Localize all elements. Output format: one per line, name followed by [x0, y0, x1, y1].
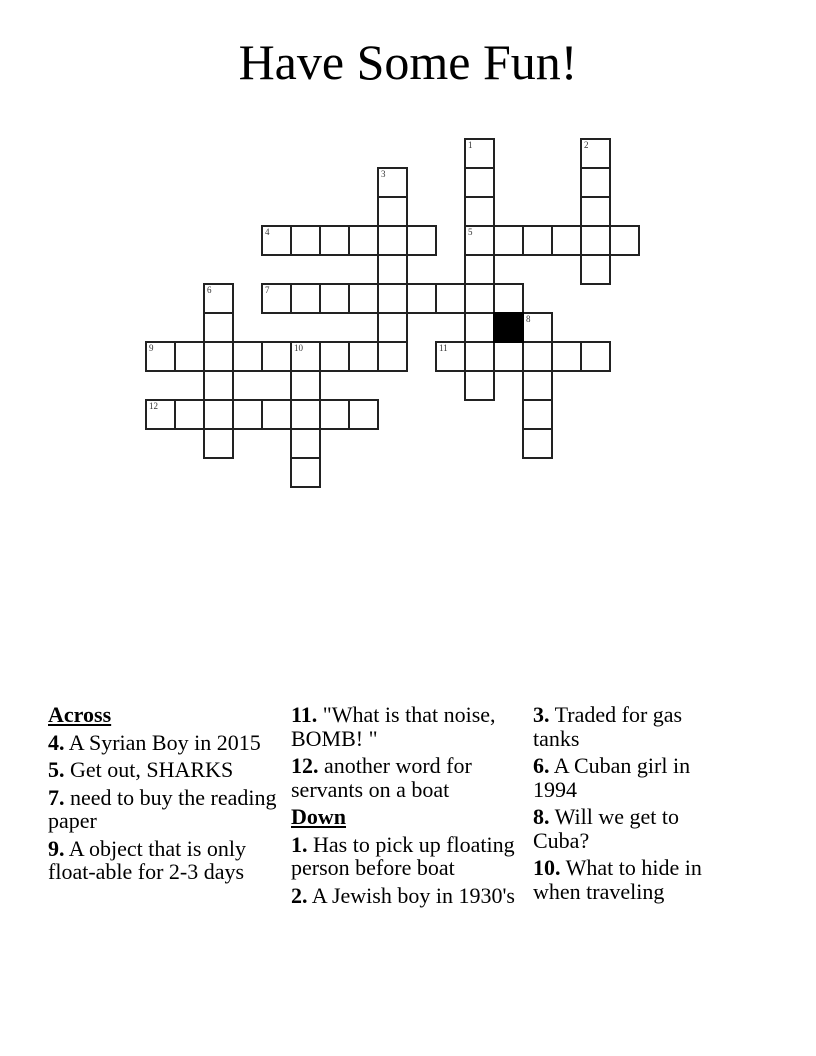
grid-cell[interactable] — [232, 341, 263, 372]
grid-cell[interactable] — [464, 370, 495, 401]
clue-across-7 — [48, 786, 278, 833]
clue-across-4 — [48, 731, 278, 755]
grid-cell[interactable] — [377, 283, 408, 314]
black-cell — [493, 312, 524, 343]
cell-number: 2 — [584, 140, 589, 150]
clue-text: A Syrian Boy in 2015 — [68, 729, 261, 755]
grid-cell[interactable] — [261, 399, 292, 430]
grid-cell[interactable] — [319, 283, 350, 314]
grid-cell[interactable] — [348, 225, 379, 256]
cell-number: 3 — [381, 169, 386, 179]
grid-cell[interactable] — [203, 312, 234, 343]
grid-cell[interactable] — [290, 225, 321, 256]
grid-cell[interactable] — [580, 167, 611, 198]
clue-number: 3. — [533, 702, 550, 727]
cell-number: 12 — [149, 401, 158, 411]
grid-cell[interactable] — [174, 341, 205, 372]
clue-text: "What is that noise, BOMB! " — [291, 702, 496, 751]
clue-text: What to hide in when traveling — [533, 855, 702, 904]
grid-cell[interactable] — [406, 283, 437, 314]
grid-cell[interactable] — [435, 283, 466, 314]
grid-cell[interactable] — [261, 283, 292, 314]
grid-cell[interactable] — [377, 341, 408, 372]
grid-cell[interactable] — [377, 225, 408, 256]
grid-cell[interactable] — [464, 341, 495, 372]
clue-number: 1. — [291, 831, 308, 857]
grid-cell[interactable] — [203, 428, 234, 459]
grid-cell[interactable] — [522, 370, 553, 401]
clue-number: 5. — [48, 757, 65, 782]
grid-cell[interactable] — [290, 428, 321, 459]
grid-cell[interactable] — [435, 341, 466, 372]
grid-cell[interactable] — [203, 370, 234, 401]
cell-number: 7 — [265, 285, 270, 295]
clue-text: Traded for gas tanks — [533, 702, 683, 751]
grid-cell[interactable] — [232, 399, 263, 430]
clue-number: 7. — [48, 784, 65, 810]
grid-cell[interactable] — [551, 225, 582, 256]
grid-cell[interactable] — [290, 457, 321, 488]
cell-number: 4 — [265, 227, 270, 237]
grid-cell[interactable] — [464, 196, 495, 227]
grid-cell[interactable] — [580, 196, 611, 227]
clue-across-9 — [48, 837, 278, 884]
grid-cell[interactable] — [464, 312, 495, 343]
crossword-grid — [146, 139, 646, 499]
grid-cell[interactable] — [290, 283, 321, 314]
cell-number: 6 — [207, 285, 212, 295]
grid-cell[interactable] — [551, 341, 582, 372]
clue-across-5 — [48, 758, 278, 782]
clue-down-3 — [533, 703, 733, 750]
grid-cell[interactable] — [145, 399, 176, 430]
clue-down-8 — [533, 805, 733, 852]
grid-cell[interactable] — [261, 225, 292, 256]
clue-across-11 — [291, 703, 521, 750]
clue-text: Will we get to Cuba? — [533, 804, 679, 853]
grid-cell[interactable] — [145, 341, 176, 372]
grid-cell[interactable] — [580, 254, 611, 285]
grid-cell[interactable] — [580, 138, 611, 169]
grid-cell[interactable] — [319, 341, 350, 372]
grid-cell[interactable] — [290, 370, 321, 401]
grid-cell[interactable] — [464, 225, 495, 256]
grid-cell[interactable] — [493, 225, 524, 256]
down-heading: Down — [291, 804, 347, 829]
clue-down-1 — [291, 833, 521, 880]
clue-number: 8. — [533, 804, 550, 829]
grid-cell[interactable] — [203, 283, 234, 314]
grid-cell[interactable] — [290, 341, 321, 372]
cell-number: 11 — [439, 343, 448, 353]
clue-text: A Jewish boy in 1930's — [311, 882, 515, 908]
grid-cell[interactable] — [522, 399, 553, 430]
grid-cell[interactable] — [203, 399, 234, 430]
grid-cell[interactable] — [203, 341, 234, 372]
clue-down-6 — [533, 754, 733, 801]
clue-text: A Cuban girl in 1994 — [533, 753, 691, 802]
clue-number: 10. — [533, 855, 561, 880]
grid-cell[interactable] — [377, 254, 408, 285]
grid-cell[interactable] — [406, 225, 437, 256]
clue-column-2 — [291, 703, 521, 911]
clue-column-1 — [48, 703, 278, 888]
cell-number: 5 — [468, 227, 473, 237]
clue-number: 4. — [48, 729, 65, 755]
grid-cell[interactable] — [319, 399, 350, 430]
across-heading: Across — [48, 702, 112, 727]
cell-number: 8 — [526, 314, 531, 324]
grid-cell[interactable] — [464, 138, 495, 169]
grid-cell[interactable] — [522, 312, 553, 343]
cell-number: 9 — [149, 343, 154, 353]
grid-cell[interactable] — [464, 254, 495, 285]
cell-number: 1 — [468, 140, 473, 150]
clue-text: Has to pick up floating person before boat — [291, 831, 515, 880]
grid-cell[interactable] — [174, 399, 205, 430]
clue-number: 2. — [291, 882, 308, 908]
clue-across-12 — [291, 754, 521, 801]
grid-cell[interactable] — [261, 341, 292, 372]
grid-cell[interactable] — [348, 399, 379, 430]
cell-number: 10 — [294, 343, 303, 353]
grid-cell[interactable] — [493, 341, 524, 372]
grid-cell[interactable] — [522, 341, 553, 372]
clue-down-10 — [533, 856, 733, 903]
clue-column-3 — [533, 703, 733, 907]
grid-cell[interactable] — [377, 312, 408, 343]
grid-cell[interactable] — [377, 167, 408, 198]
grid-cell[interactable] — [609, 225, 640, 256]
grid-cell[interactable] — [580, 341, 611, 372]
clue-number: 11. — [291, 702, 318, 727]
clue-number: 6. — [533, 753, 550, 778]
grid-cell[interactable] — [377, 196, 408, 227]
grid-cell[interactable] — [522, 428, 553, 459]
clue-text: another word for servants on a boat — [291, 753, 472, 802]
grid-cell[interactable] — [290, 399, 321, 430]
grid-cell[interactable] — [464, 167, 495, 198]
clue-number: 9. — [48, 835, 65, 861]
grid-cell[interactable] — [580, 225, 611, 256]
grid-cell[interactable] — [348, 341, 379, 372]
clue-down-2 — [291, 884, 521, 908]
clue-number: 12. — [291, 753, 319, 778]
grid-cell[interactable] — [493, 283, 524, 314]
page-title: Have Some Fun! — [238, 34, 578, 90]
grid-cell[interactable] — [348, 283, 379, 314]
clue-text: Get out, SHARKS — [70, 757, 234, 782]
grid-cell[interactable] — [522, 225, 553, 256]
clue-text: A object that is only float-able for 2-3 days — [48, 835, 246, 884]
grid-cell[interactable] — [464, 283, 495, 314]
grid-cell[interactable] — [319, 225, 350, 256]
clue-text: need to buy the reading paper — [48, 784, 277, 833]
